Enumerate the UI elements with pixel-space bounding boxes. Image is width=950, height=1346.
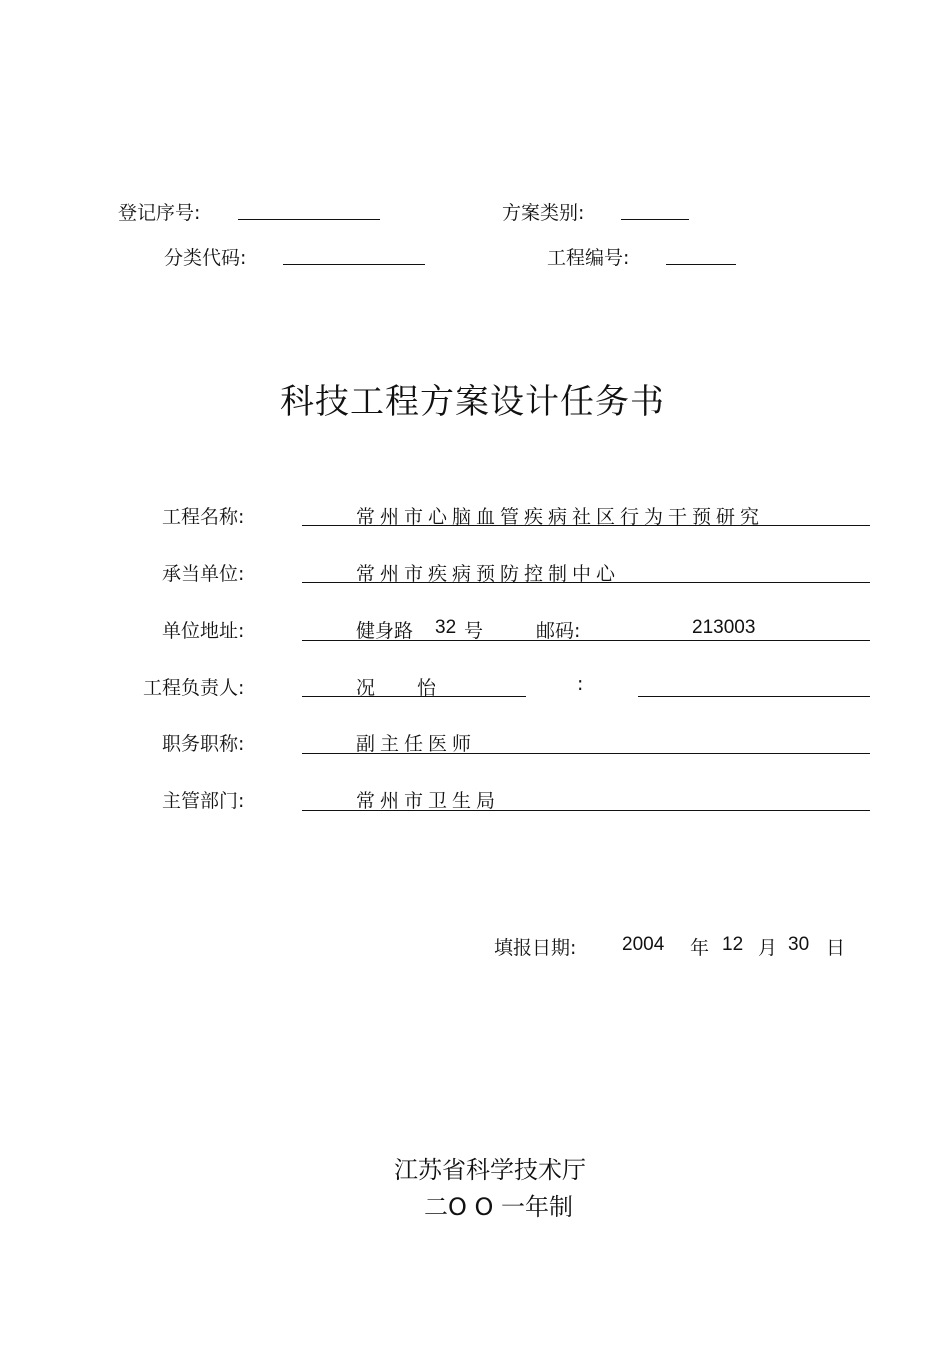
dept-label: 主管部门: — [162, 790, 245, 812]
project-name-label: 工程名称: — [162, 506, 245, 528]
leader-line — [302, 696, 526, 697]
postcode-label: 邮码: — [536, 620, 581, 642]
leader-value-1: 况 — [356, 677, 376, 699]
reg-no-label: 登记序号: — [118, 202, 201, 224]
dept-value: 常州市卫生局 — [356, 790, 501, 812]
document-title: 科技工程方案设计任务书 — [280, 382, 665, 422]
address-suffix: 号 — [464, 620, 484, 642]
unit-line — [302, 582, 870, 583]
date-month: 12 — [722, 934, 744, 955]
footer-org: 江苏省科学技术厅 — [394, 1156, 586, 1184]
date-day-unit: 日 — [826, 937, 846, 959]
date-day: 30 — [788, 934, 810, 955]
date-year: 2004 — [622, 934, 665, 955]
class-code-label: 分类代码: — [164, 247, 247, 269]
date-label: 填报日期: — [494, 937, 577, 959]
date-year-unit: 年 — [690, 937, 710, 959]
plan-type-line[interactable] — [621, 219, 689, 220]
job-title-line — [302, 753, 870, 754]
reg-no-line[interactable] — [238, 219, 380, 220]
address-line — [302, 640, 870, 641]
job-title-label: 职务职称: — [162, 733, 245, 755]
unit-value: 常州市疾病预防控制中心 — [356, 563, 621, 585]
job-title-value: 副主任医师 — [356, 733, 477, 755]
leader-value-2: 怡 — [417, 677, 437, 699]
unit-label: 承当单位: — [162, 563, 245, 585]
footer-made: 二O O 一年制 — [424, 1193, 574, 1221]
phone-colon: : — [577, 673, 584, 695]
project-no-line[interactable] — [666, 264, 736, 265]
leader-label: 工程负责人: — [143, 677, 245, 699]
date-month-unit: 月 — [758, 937, 778, 959]
address-number: 32 — [435, 617, 457, 638]
project-no-label: 工程编号: — [547, 247, 630, 269]
address-value: 健身路 — [356, 620, 414, 642]
plan-type-label: 方案类别: — [502, 202, 585, 224]
class-code-line[interactable] — [283, 264, 425, 265]
project-name-value: 常州市心脑血管疾病社区行为干预研究 — [356, 506, 765, 528]
dept-line — [302, 810, 870, 811]
phone-line[interactable] — [638, 696, 870, 697]
postcode-value: 213003 — [692, 617, 756, 638]
address-label: 单位地址: — [162, 620, 245, 642]
project-name-line — [302, 525, 870, 526]
